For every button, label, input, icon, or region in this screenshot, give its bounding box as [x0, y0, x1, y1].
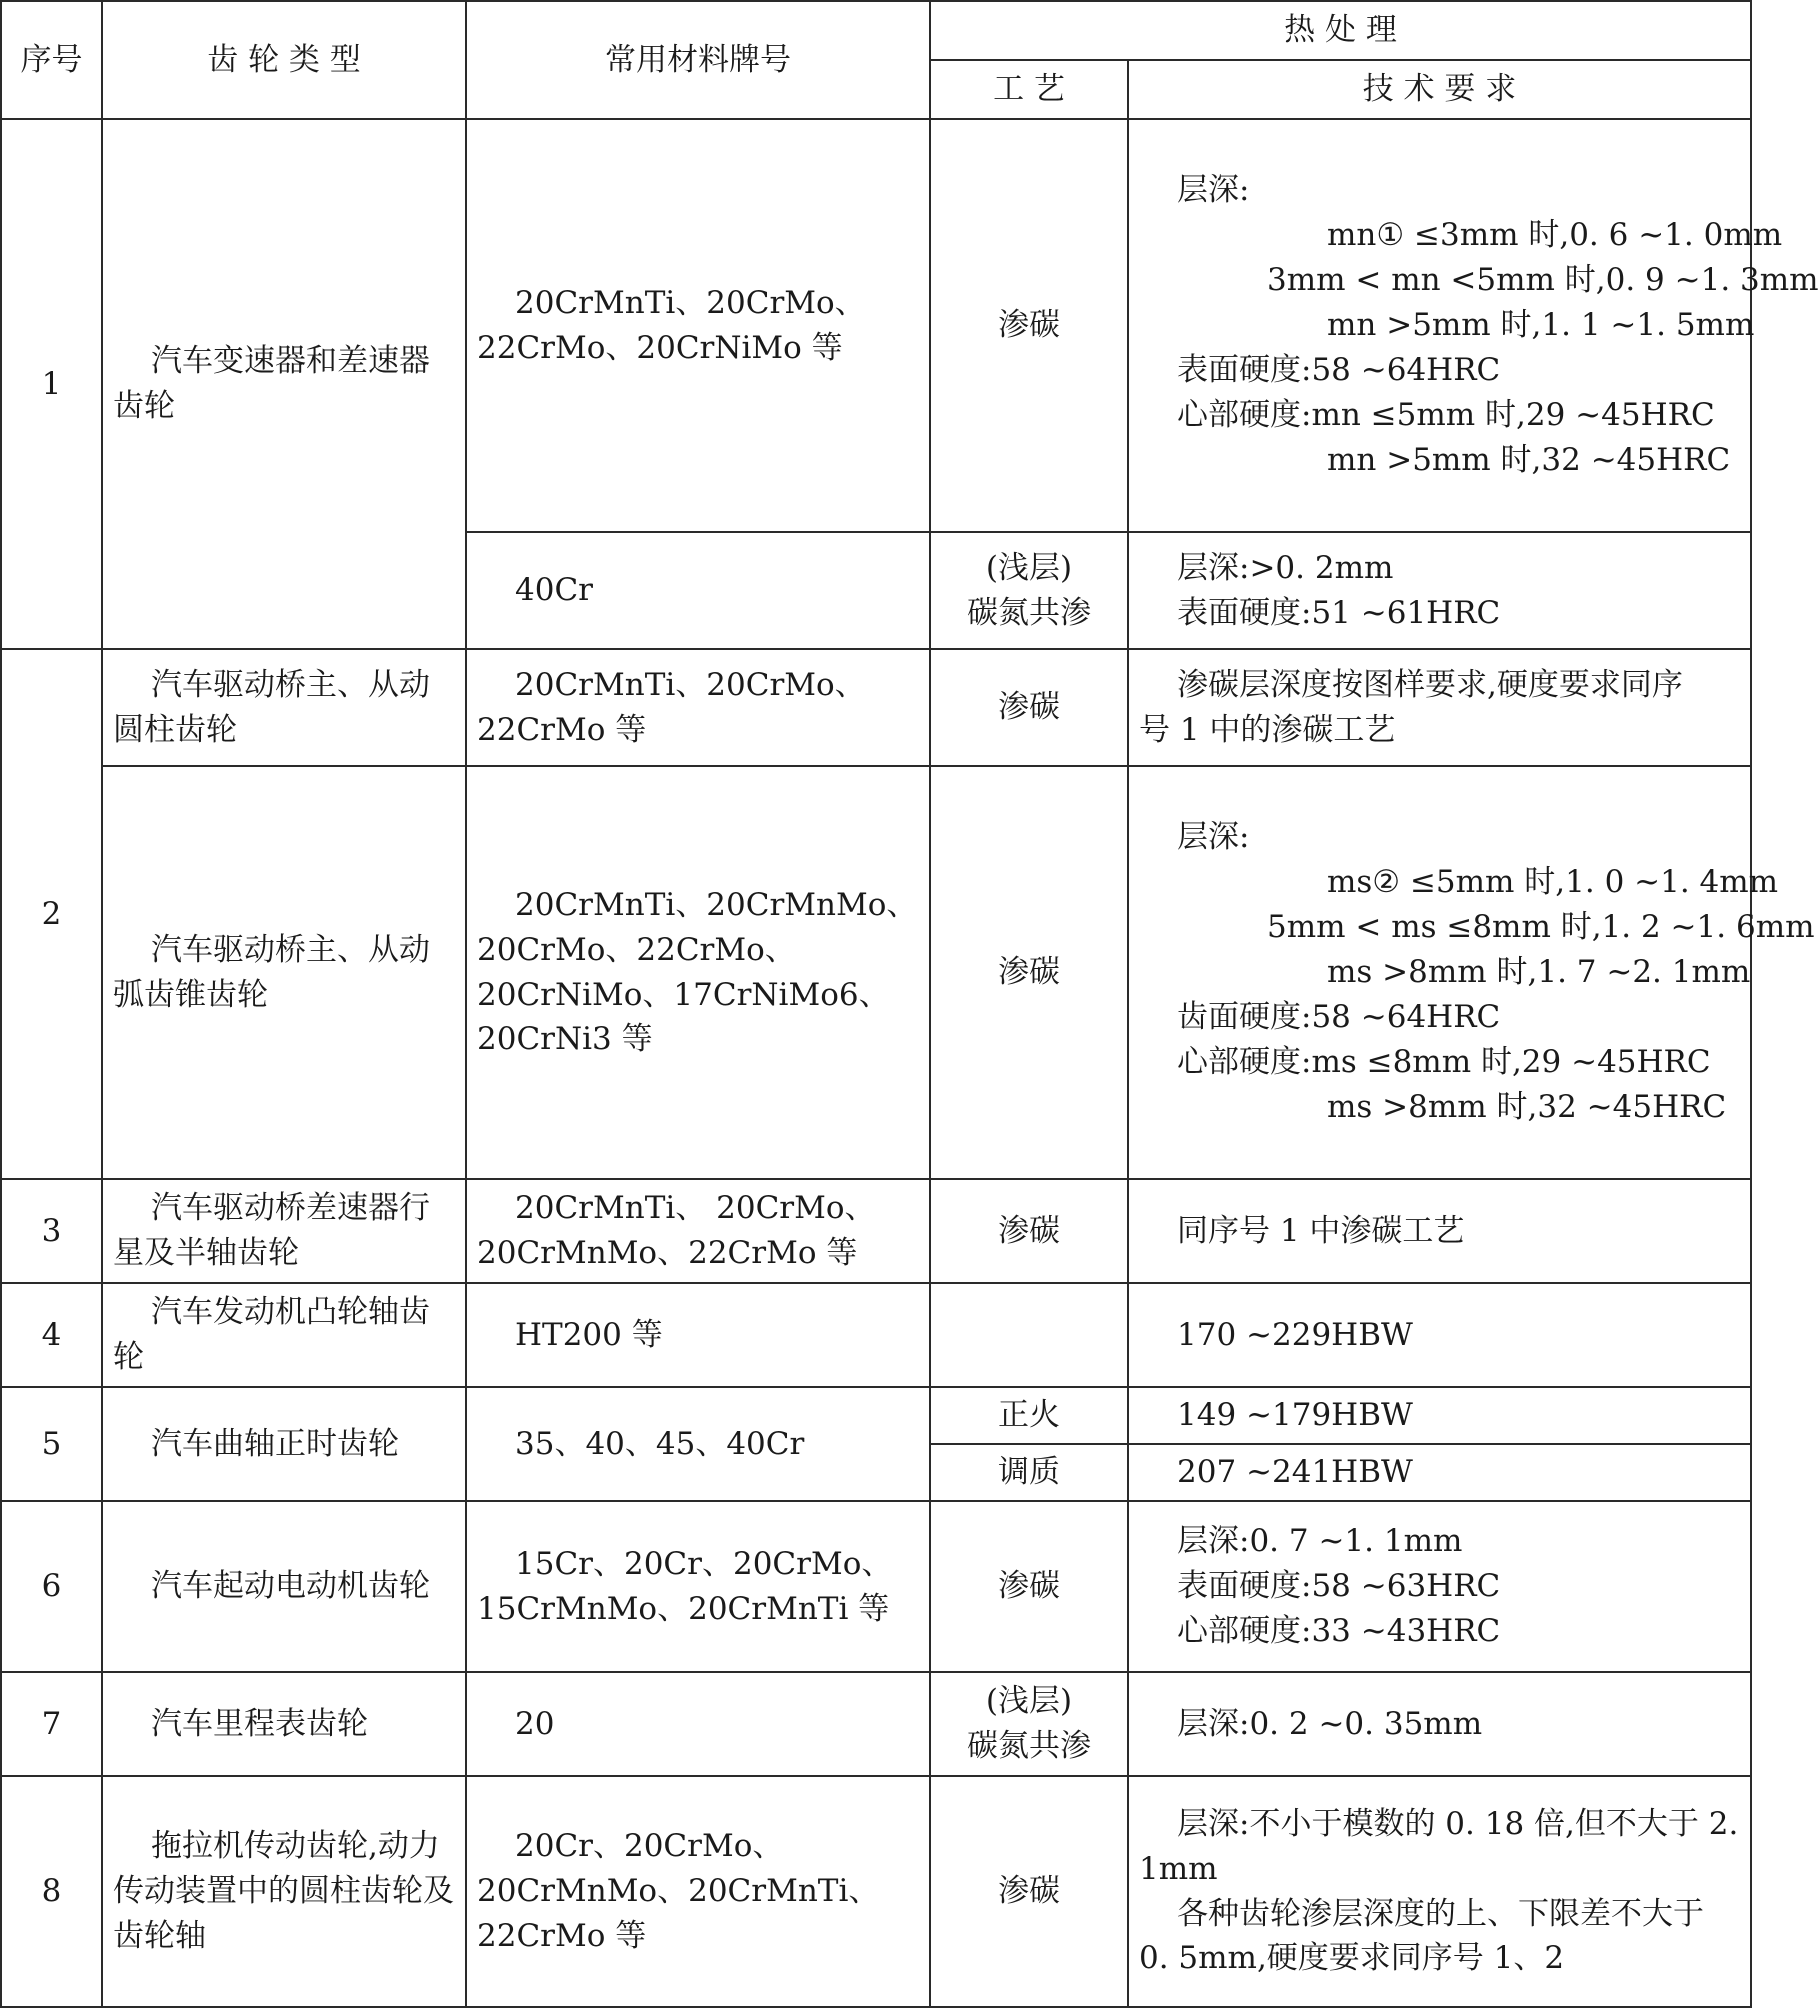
req-line: 同序号 1 中渗碳工艺 [1177, 1212, 1465, 1249]
gear-type-cell [102, 1672, 466, 1776]
process-cell [930, 532, 1128, 649]
header-seq: 序号 [1, 1, 102, 119]
material-text: 20CrMnTi、20CrMo、22CrMo 等 [477, 666, 866, 748]
requirement-cell [1128, 1283, 1751, 1387]
material-cell [466, 1776, 930, 2007]
material-cell [466, 1672, 930, 1776]
gear-type-text: 汽车里程表齿轮 [151, 1705, 368, 1742]
process-cell [930, 1283, 1128, 1387]
requirement-cell [1128, 1501, 1751, 1672]
material-cell [466, 1501, 930, 1672]
process-cell [930, 1672, 1128, 1776]
req-line: 心部硬度:mn ≤5mm 时,29 ~45HRC [1177, 396, 1715, 433]
req-line: 心部硬度:33 ~43HRC [1177, 1612, 1501, 1649]
material-text: 20 [515, 1705, 555, 1742]
requirement-cell [1128, 119, 1819, 532]
seq-cell: 1 [1, 119, 102, 649]
requirement-cell [1128, 1776, 1751, 2007]
gear-type-cell [102, 1387, 466, 1501]
table-row-8 [1, 1776, 1751, 2007]
material-text: 40Cr [515, 572, 593, 609]
header-gear-type: 齿 轮 类 型 [102, 1, 466, 119]
req-line: 渗碳层深度按图样要求,硬度要求同序 [1177, 666, 1683, 703]
req-line: 表面硬度:58 ~64HRC [1177, 351, 1501, 388]
gear-type-cell [102, 1283, 466, 1387]
process-line: (浅层) [985, 1683, 1073, 1720]
table-row-1a [1, 119, 1751, 532]
req-line: 层深:>0. 2mm [1177, 549, 1394, 586]
process-line: (浅层) [985, 549, 1073, 586]
material-text: 20CrMnTi、20CrMnMo、20CrMo、22CrMo、20CrNiMo、17CrNiMo6、20CrNi3 等 [477, 886, 918, 1058]
table-row-6 [1, 1501, 1751, 1672]
material-text: HT200 等 [515, 1316, 663, 1353]
table-row-3 [1, 1179, 1751, 1283]
process-cell: 渗碳 [930, 649, 1128, 766]
process-cell: 渗碳 [930, 766, 1128, 1179]
process-cell: 正火 [930, 1387, 1128, 1444]
req-line: mn① ≤3mm 时,0. 6 ~1. 0mm [1327, 217, 1783, 254]
gear-type-text: 汽车发动机凸轮轴齿轮 [113, 1294, 430, 1375]
process-line: 碳氮共渗 [967, 1728, 1091, 1764]
requirement-cell [1128, 766, 1815, 1179]
process-cell: 渗碳 [930, 1776, 1128, 2007]
header-material: 常用材料牌号 [466, 1, 930, 119]
table-row-4 [1, 1283, 1751, 1387]
requirement-cell [1128, 1387, 1751, 1444]
req-paragraph: 层深:不小于模数的 0. 18 倍,但不大于 2. 1mm [1139, 1805, 1739, 1887]
process-cell: 渗碳 [930, 1501, 1128, 1672]
table-row-2b [1, 766, 1751, 1179]
material-cell [466, 1179, 930, 1283]
material-text: 20CrMnTi、 20CrMo、20CrMnMo、22CrMo 等 [477, 1190, 876, 1271]
req-line: 号 1 中的渗碳工艺 [1139, 711, 1396, 748]
req-line: 表面硬度:58 ~63HRC [1177, 1568, 1501, 1605]
req-line: 层深:0. 2 ~0. 35mm [1177, 1705, 1483, 1742]
material-cell [466, 766, 930, 1179]
req-line: 170 ~229HBW [1177, 1316, 1413, 1353]
process-cell: 调质 [930, 1444, 1128, 1501]
req-line: mn >5mm 时,32 ~45HRC [1327, 441, 1731, 478]
req-line: mn >5mm 时,1. 1 ~1. 5mm [1327, 307, 1755, 344]
seq-cell: 7 [1, 1672, 102, 1776]
material-cell [466, 119, 930, 532]
seq-cell: 2 [1, 649, 102, 1179]
material-text: 20CrMnTi、20CrMo、22CrMo、20CrNiMo 等 [477, 284, 866, 366]
req-line: ms >8mm 时,1. 7 ~2. 1mm [1327, 954, 1751, 991]
req-paragraph: 各种齿轮渗层深度的上、下限差不大于 0. 5mm,硬度要求同序号 1、2 [1139, 1895, 1704, 1977]
gear-type-text: 汽车驱动桥差速器行星及半轴齿轮 [113, 1190, 430, 1271]
requirement-cell [1128, 532, 1751, 649]
seq-cell: 4 [1, 1283, 102, 1387]
seq-cell: 5 [1, 1387, 102, 1501]
req-line: 层深: [1177, 172, 1250, 209]
gear-type-text: 汽车驱动桥主、从动圆柱齿轮 [113, 666, 430, 748]
seq-cell: 8 [1, 1776, 102, 2007]
req-line: 207 ~241HBW [1177, 1454, 1413, 1491]
table-row-5a [1, 1387, 1751, 1444]
material-text: 15Cr、20Cr、20CrMo、15CrMnMo、20CrMnTi 等 [477, 1545, 893, 1627]
gear-type-cell [102, 766, 466, 1179]
gear-type-cell [102, 1501, 466, 1672]
header-process: 工 艺 [930, 60, 1128, 119]
req-line: 5mm < ms ≤8mm 时,1. 2 ~1. 6mm [1267, 909, 1815, 946]
material-text: 35、40、45、40Cr [515, 1425, 805, 1462]
req-line: 齿面硬度:58 ~64HRC [1177, 998, 1501, 1035]
material-cell [466, 532, 930, 649]
gear-type-cell [102, 1179, 466, 1283]
process-cell: 渗碳 [930, 1179, 1128, 1283]
table-row-2a [1, 649, 1751, 766]
req-line: ms >8mm 时,32 ~45HRC [1327, 1088, 1727, 1125]
material-cell [466, 1387, 930, 1501]
gear-type-text: 汽车驱动桥主、从动弧齿锥齿轮 [113, 931, 430, 1013]
seq-cell: 6 [1, 1501, 102, 1672]
material-cell [466, 1283, 930, 1387]
gear-type-text: 拖拉机传动齿轮,动力传动装置中的圆柱齿轮及齿轮轴 [113, 1828, 454, 1954]
seq-cell: 3 [1, 1179, 102, 1283]
requirement-cell [1128, 1179, 1751, 1283]
req-line: 层深:0. 7 ~1. 1mm [1177, 1523, 1463, 1560]
req-line: ms② ≤5mm 时,1. 0 ~1. 4mm [1327, 864, 1779, 901]
gear-type-text: 汽车起动电动机齿轮 [151, 1568, 430, 1605]
material-cell [466, 649, 930, 766]
req-line: 表面硬度:51 ~61HRC [1177, 594, 1501, 631]
req-line: 层深: [1177, 819, 1250, 856]
requirement-cell [1128, 1444, 1751, 1501]
header-row-1 [1, 1, 1751, 60]
material-text: 20Cr、20CrMo、20CrMnMo、20CrMnTi、22CrMo 等 [477, 1828, 880, 1954]
gear-type-text: 汽车变速器和差速器齿轮 [113, 343, 430, 424]
gear-type-cell [102, 1776, 466, 2007]
table-row-7 [1, 1672, 1751, 1776]
req-line: 心部硬度:ms ≤8mm 时,29 ~45HRC [1177, 1043, 1711, 1080]
gear-type-cell [102, 119, 466, 649]
gear-type-text: 汽车曲轴正时齿轮 [151, 1425, 399, 1462]
header-heat-treatment: 热 处 理 [930, 1, 1751, 60]
req-line: 149 ~179HBW [1177, 1397, 1413, 1434]
header-requirement: 技 术 要 求 [1128, 60, 1751, 119]
process-cell: 渗碳 [930, 119, 1128, 532]
req-line: 3mm < mn <5mm 时,0. 9 ~1. 3mm [1267, 262, 1819, 299]
gear-type-cell [102, 649, 466, 766]
process-line: 碳氮共渗 [967, 594, 1091, 631]
requirement-cell [1128, 1672, 1751, 1776]
requirement-cell [1128, 649, 1751, 766]
